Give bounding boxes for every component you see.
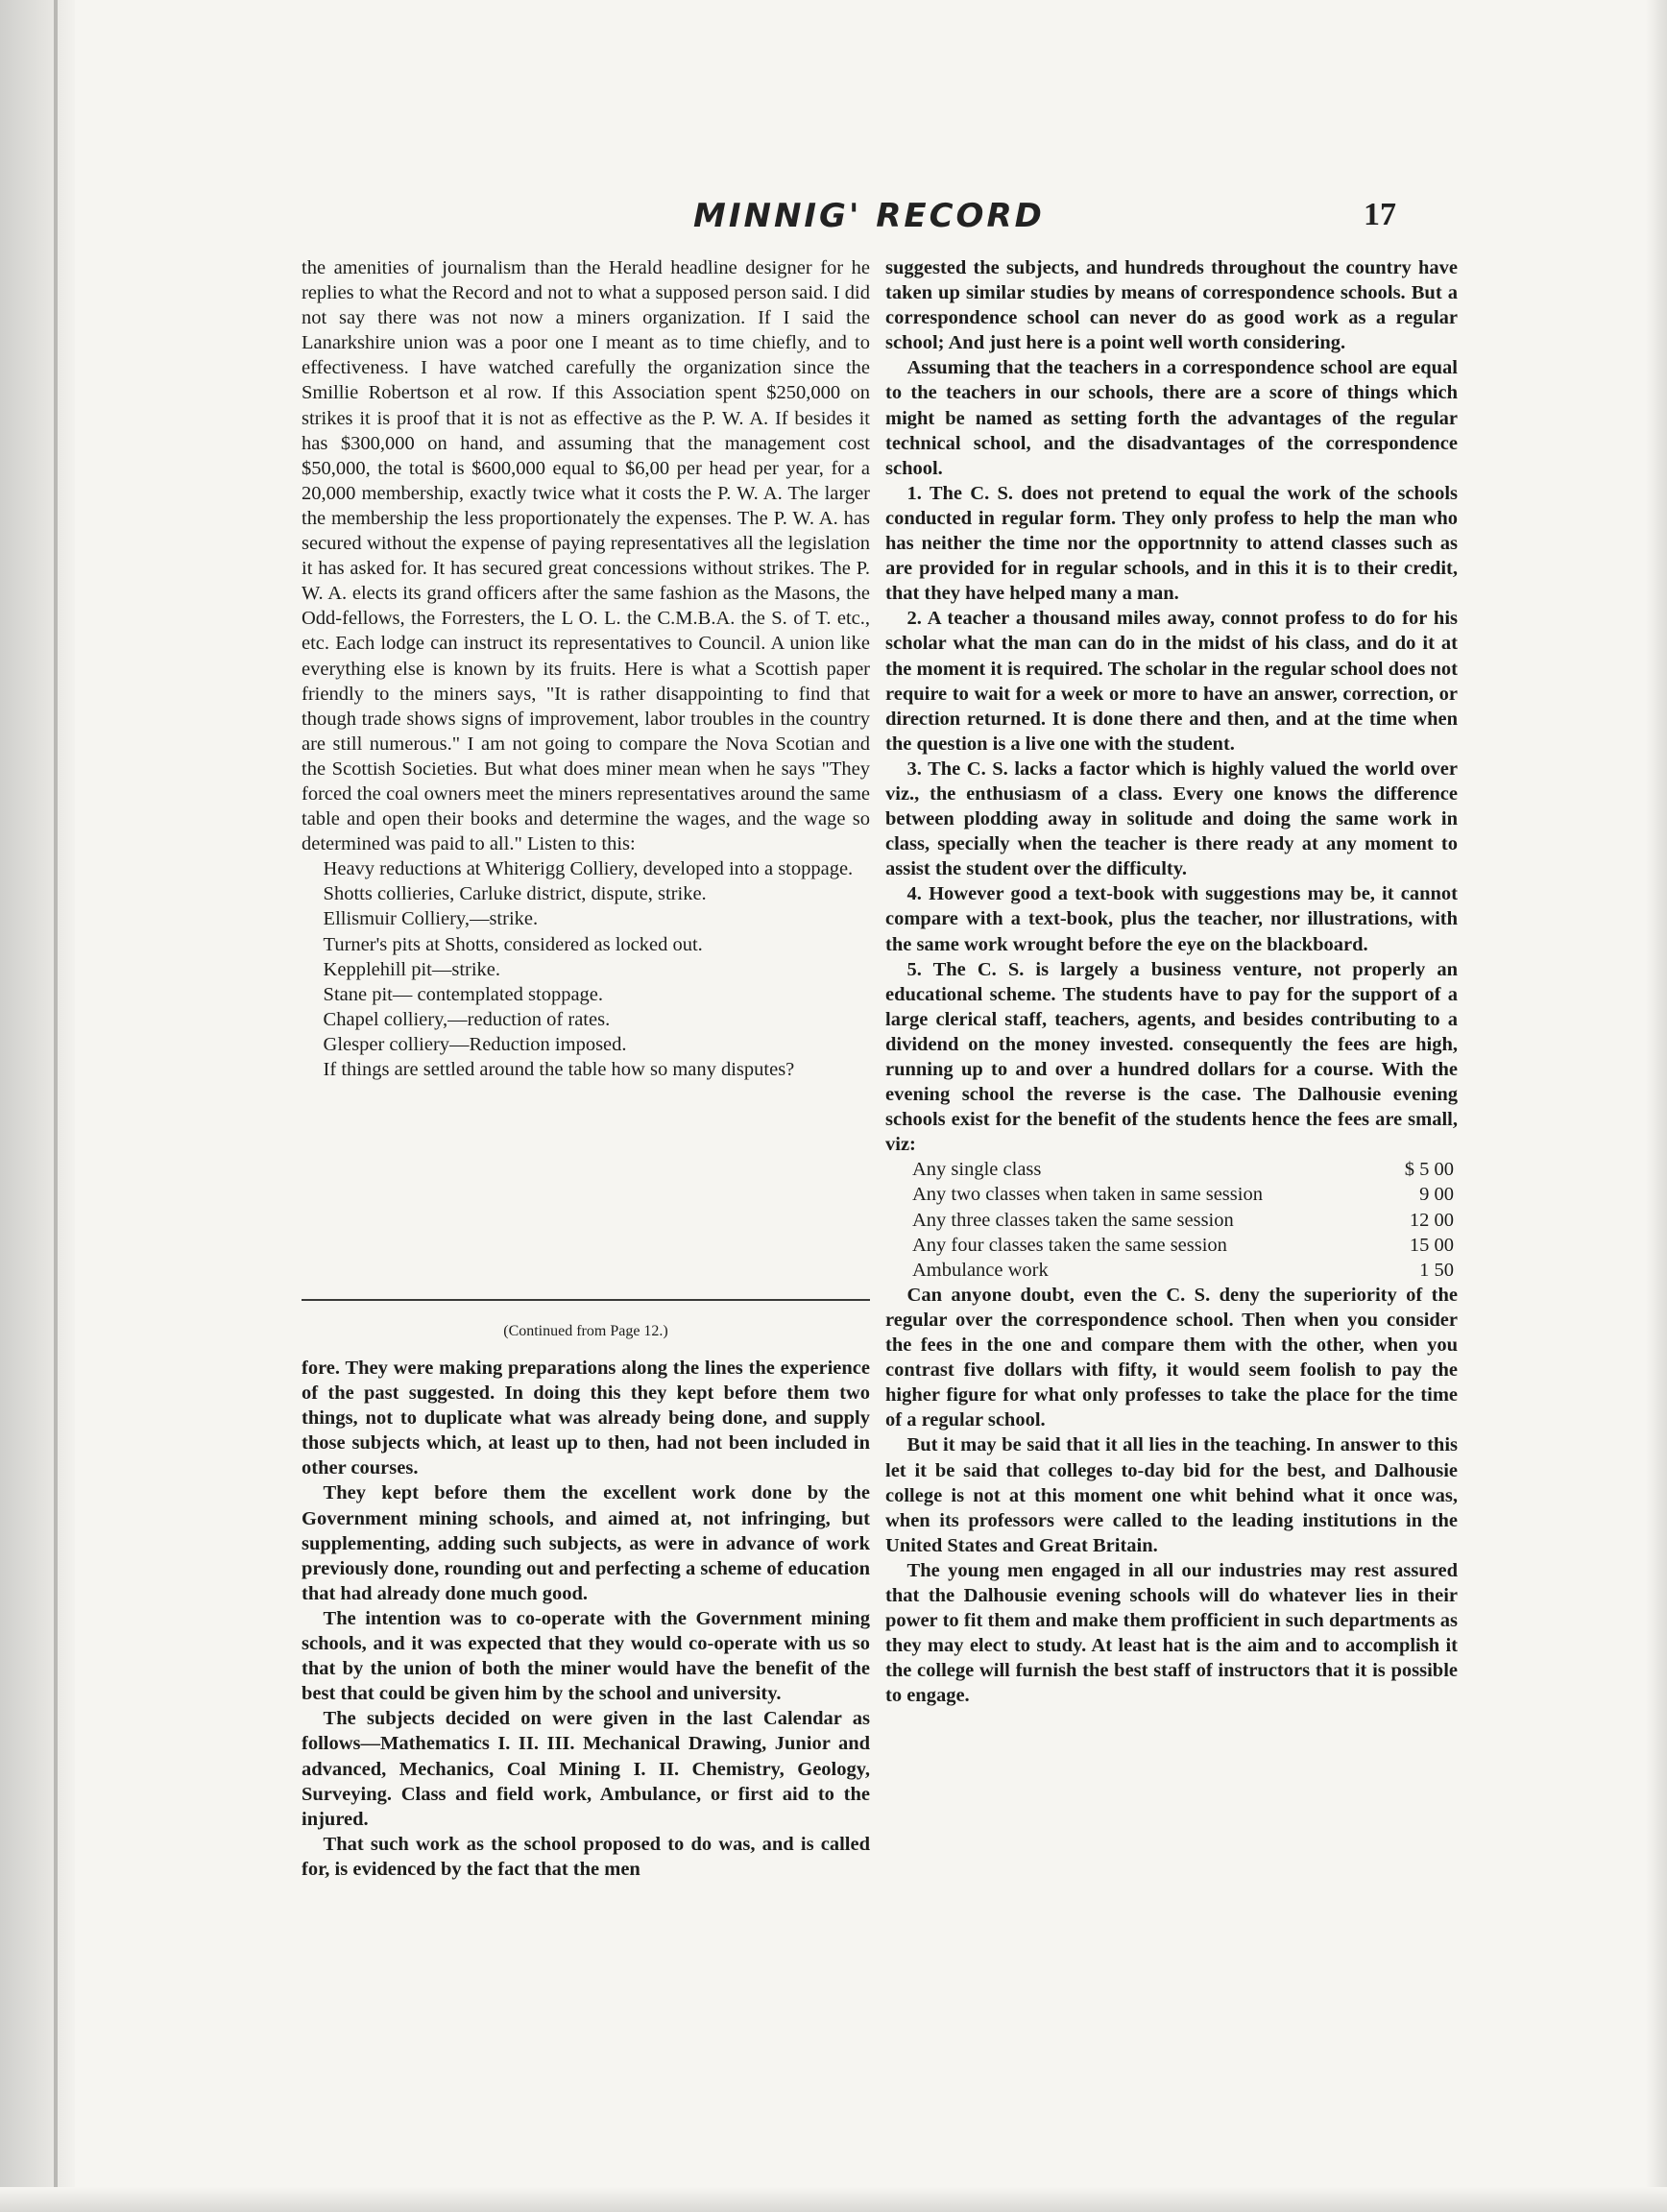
- table-row: [885, 1157, 1458, 1182]
- continued-paragraph: The intention was to co-operate with the Government mining schools, and it was expected that they would co-operate with us so that by the union of both the miner would have the benefit of the best that could be given him by the school and university.: [302, 1607, 870, 1705]
- article-paragraph: 1. The C. S. does not pretend to equal the work of the schools conducted in regular form. They only profess to help the man who has neither the time nor the opportnnity to attend classes such as are provided for in regular schools, and in this it is to their credit, that they have helped many a man.: [885, 482, 1458, 605]
- fee-item: Any three classes taken the same session: [912, 1209, 1234, 1231]
- article-paragraph: 2. A teacher a thousand miles away, connot profess to do for his scholar what the man can do in the midst of his class, and do it at the moment it is required. The scholar in the regular school does not require to wait for a week or more to have an answer, correction, or direction returned. It is done there and then, and at the time when the question is a live one with the student.: [885, 608, 1458, 755]
- article-paragraph: The young men engaged in all our industries may rest assured that the Dalhousie evening schools will do whatever lies in their power to fit them and make them profficient in such departments as they may elect to study. At least hat is the aim and to accomplish it the college will furnish the best staff of instructors that it is possible to engage.: [885, 1559, 1458, 1707]
- table-row: [885, 1258, 1458, 1283]
- article-paragraph: 5. The C. S. is largely a business venture, not properly an educational scheme. The students have to pay for the support of a large clerical staff, teachers, agents, and besides contributing to a dividend on the money invested. consequently the fees are high, running up to and over a hundred dollars for a course. With the evening school the reverse is the case. The Dalhousie evening schools exist for the benefit of the students hence the fees are small, viz:: [885, 958, 1458, 1156]
- left-column-continued-article: [302, 1356, 870, 1882]
- page-bottom-shadow: [0, 2187, 1667, 2212]
- fee-amount: 9 00: [1419, 1184, 1454, 1206]
- dispute-item: Kepplehill pit—strike.: [323, 958, 501, 980]
- fee-item: Any four classes taken the same session: [912, 1234, 1227, 1256]
- section-divider-rule: [302, 1299, 870, 1301]
- table-row: [885, 1233, 1458, 1258]
- article-paragraph: 4. However good a text-book with suggestions may be, it cannot compare with a text-book, plus the teacher, nor illustrations, with the same work wrought before the eye on the blackboard.: [885, 883, 1458, 955]
- disputes-list: [302, 856, 870, 1057]
- page-header: [298, 197, 1488, 241]
- closing-paragraph: If things are settled around the table how so many disputes?: [323, 1059, 795, 1080]
- page-right-shadow: [1646, 0, 1667, 2212]
- fee-item: Ambulance work: [912, 1259, 1049, 1281]
- fee-amount: 1 50: [1419, 1259, 1454, 1281]
- fee-item: Any single class: [912, 1159, 1042, 1181]
- dispute-item: Chapel colliery,—reduction of rates.: [323, 1008, 611, 1030]
- fee-item: Any two classes when taken in same session: [912, 1184, 1263, 1206]
- dispute-item: Stane pit— contemplated stoppage.: [323, 983, 604, 1005]
- table-row: [885, 1182, 1458, 1207]
- right-column-article: [885, 255, 1458, 1708]
- masthead-title: MINNIG' RECORD: [693, 197, 1045, 235]
- page-binding-line: [54, 0, 58, 2212]
- continued-paragraph: The subjects decided on were given in the last Calendar as follows—Mathematics I. II. III. Mechanical Drawing, Junior and advanced, Mechanics, Coal Mining I. II. Chemistry, Geology, Surveying. Class and field work, Ambulance, or first aid to the injured.: [302, 1708, 870, 1830]
- fee-amount: 15 00: [1409, 1234, 1454, 1256]
- article-paragraph: suggested the subjects, and hundreds throughout the country have taken up similar studies by means of correspondence schools. But a correspondence school can never do as good work as a regular school; And just here is a point well worth considering.: [885, 257, 1458, 354]
- dispute-item: Heavy reductions at Whiterigg Colliery, developed into a stoppage.: [323, 858, 854, 880]
- dispute-item: Turner's pits at Shotts, considered as locked out.: [323, 933, 703, 955]
- article-paragraph: Assuming that the teachers in a correspondence school are equal to the teachers in our schools, there are a score of things which might be named as setting forth the advantages of the regular technical school, and the disadvantages of the correspondence school.: [885, 357, 1458, 479]
- article-paragraph: the amenities of journalism than the Herald headline designer for he replies to what the Record and not to what a supposed person said. I did not say there was not now a miners organization. If I said the Lanarkshire union was a poor one I meant as to time chiefly, and to effectiveness. I have watched carefully the organization since the Smillie Robertson et al row. If this Association spent $250,000 on strikes it is proof that it is not as effective as the P. W. A. If besides it has $300,000 on hand, and assuming that the management cost $50,000, the total is $600,000 equal to $6,00 per head per year, for a 20,000 membership, exactly twice what it costs the P. W. A. The larger the membership the less proportionately the expenses. The P. W. A. has secured without the expense of paying representatives all the legislation it has asked for. It has secured great concessions without strikes. The P. W. A. elects its grand officers after the same fashion as the Masons, the Odd-fellows, the Forresters, the L O. L. the C.M.B.A. the S. of T. etc., etc. Each lodge can instruct its representatives to Council. A union like everything else is known by its fruits. Here is what a Scottish paper friendly to the miners says, "It is rather disappointing to find that though trade shows signs of improvement, labor troubles in the country are still numerous." I am not going to compare the Nova Scotian and the Scottish Societies. But what does miner mean when he says "They forced the coal owners meet the miners representatives around the same table and open their books and determine the wages, and the wage so determined was paid to all." Listen to this:: [302, 257, 870, 855]
- article-paragraph: But it may be said that it all lies in the teaching. In answer to this let it be said that colleges to-day bid for the best, and Dalhousie college is not at this moment one whit behind what it once was, when its professors were called to the leading institutions in the United States and Great Britain.: [885, 1434, 1458, 1556]
- continued-paragraph: That such work as the school proposed to do was, and is called for, is evidenced by the fact that the men: [302, 1833, 870, 1880]
- left-column-article: [302, 255, 870, 1082]
- page-binding-edge: [0, 0, 75, 2212]
- fee-amount: 12 00: [1409, 1209, 1454, 1231]
- continued-paragraph: fore. They were making preparations along the lines the experience of the past suggested. In doing this they kept before them two things, not to duplicate what was already being done, and supply those subjects which, at least up to then, had not been included in other courses.: [302, 1358, 870, 1479]
- table-row: [885, 1208, 1458, 1233]
- article-paragraph: Can anyone doubt, even the C. S. deny the superiority of the regular over the correspondence school. Then when you consider the fees in the one and compare them with the other, when you contrast five dollars with fifty, it would seem foolish to pay the higher figure for what only professes to take the place for the time of a regular school.: [885, 1284, 1458, 1431]
- continued-note: (Continued from Page 12.): [503, 1323, 668, 1339]
- fee-amount: $ 5 00: [1404, 1159, 1454, 1181]
- continued-paragraph: They kept before them the excellent work done by the Government mining schools, and aimed at, not infringing, but supplementing, adding such subjects, as were in advance of work previously done, rounding out and perfecting a scheme of education that had already done much good.: [302, 1482, 870, 1604]
- dispute-item: Shotts collieries, Carluke district, dispute, strike.: [323, 883, 707, 905]
- fees-table: [885, 1157, 1458, 1282]
- dispute-item: Glesper colliery—Reduction imposed.: [323, 1033, 627, 1055]
- article-paragraph: 3. The C. S. lacks a factor which is highly valued the world over viz., the enthusiasm of a class. Every one knows the difference between plodding away in solitude and doing the same work in class, specially when the teacher is there ready at any moment to assist the student over the difficulty.: [885, 757, 1458, 880]
- page-number: 17: [1364, 197, 1396, 232]
- dispute-item: Ellismuir Colliery,—strike.: [323, 908, 539, 930]
